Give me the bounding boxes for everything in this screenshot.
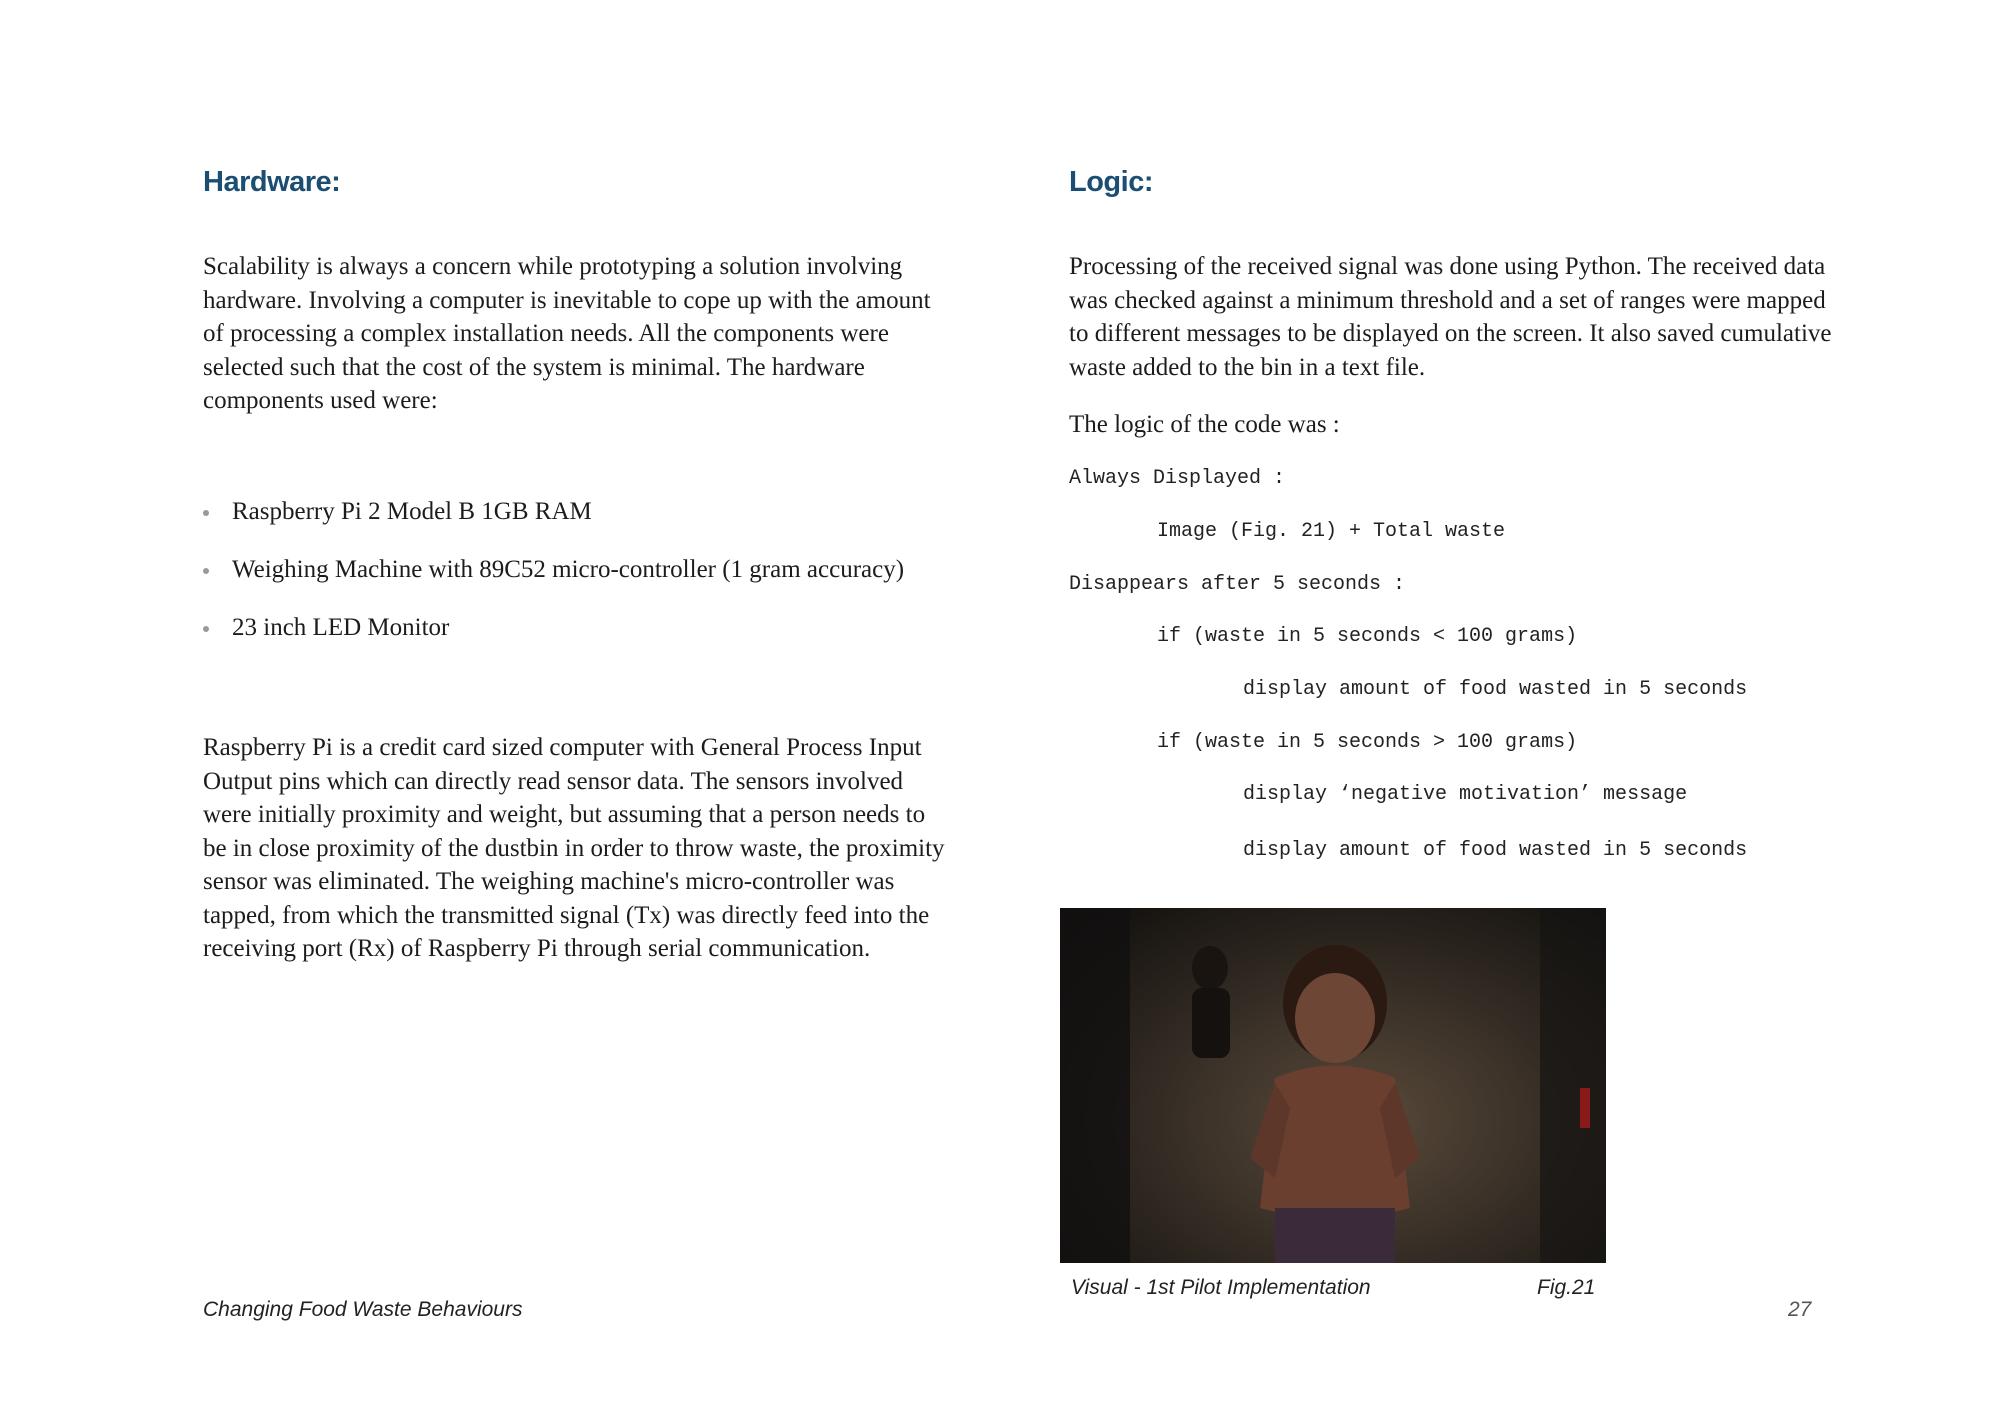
page-number: 27 — [1788, 1298, 1812, 1321]
section-heading-hardware: Hardware: — [203, 166, 341, 198]
hardware-components-list — [203, 498, 904, 672]
code-line: if (waste in 5 seconds < 100 grams) — [1157, 625, 1578, 648]
figure-label: Fig.21 — [1537, 1276, 1596, 1299]
child-photo-illustration — [1060, 908, 1606, 1263]
code-line: if (waste in 5 seconds > 100 grams) — [1157, 731, 1578, 754]
list-item: Raspberry Pi 2 Model B 1GB RAM — [203, 498, 904, 556]
bullet-icon — [203, 510, 209, 516]
footer-title: Changing Food Waste Behaviours — [203, 1298, 523, 1321]
hardware-intro-paragraph: Scalability is always a concern while prototyping a solution involving hardware. Involving a computer is inevitable to cope up with the amount of processing a complex installation needs. All the components were selected such that the cost of the system is minimal. The hardware components used were: — [203, 253, 931, 414]
bullet-icon — [203, 626, 209, 632]
code-intro: The logic of the code was : — [1069, 411, 1340, 438]
list-item: 23 inch LED Monitor — [203, 614, 904, 672]
code-line: display ‘negative motivation’ message — [1243, 783, 1688, 806]
code-line: Always Displayed : — [1069, 467, 1286, 490]
list-item: Weighing Machine with 89C52 micro-controller (1 gram accuracy) — [203, 556, 904, 614]
figure-caption: Visual - 1st Pilot Implementation — [1071, 1276, 1371, 1299]
code-line: display amount of food wasted in 5 seconds — [1243, 839, 1748, 862]
logic-intro-paragraph: Processing of the received signal was done using Python. The received data was checked against a minimum threshold and a set of ranges were mapped to different messages to be displayed on the screen. It also saved cumulative waste added to the bin in a text file. — [1069, 253, 1832, 381]
code-line: Image (Fig. 21) + Total waste — [1157, 520, 1506, 543]
bullet-icon — [203, 568, 209, 574]
section-heading-logic: Logic: — [1069, 166, 1153, 198]
raspberry-pi-paragraph: Raspberry Pi is a credit card sized computer with General Process Input Output pins which can directly read sensor data. The sensors involved were initially proximity and weight, but assuming that a person needs to be in close proximity of the dustbin in order to throw waste, the proximity sensor was eliminated. The weighing machine's micro-controller was tapped, from which the transmitted signal (Tx) was directly feed into the receiving port (Rx) of Raspberry Pi through serial communication. — [203, 734, 945, 962]
code-line: display amount of food wasted in 5 seconds — [1243, 678, 1748, 701]
figure-21-photo — [1060, 908, 1606, 1263]
code-line: Disappears after 5 seconds : — [1069, 573, 1406, 596]
